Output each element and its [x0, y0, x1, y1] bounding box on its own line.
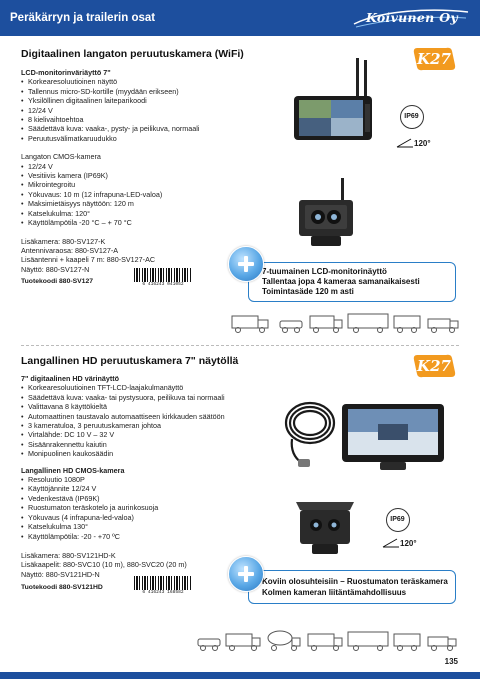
- list-item: • 12/24 V: [21, 106, 266, 115]
- list-item: • Valittavana 8 käyttökieltä: [21, 402, 283, 411]
- view-angle-icon: [382, 538, 400, 548]
- callout-line: Tallentaa jopa 4 kameraa samanaikaisesti: [262, 277, 420, 286]
- page-number: 135: [444, 657, 458, 666]
- ip69-rating-badge: [400, 105, 424, 129]
- callout-line: Toimintasäde 120 m asti: [262, 287, 354, 296]
- callout-line: Koviin olosuhteisiin – Ruostumaton teräskamera: [262, 577, 448, 586]
- callout-line: 7-tuumainen LCD-monitorinäyttö: [262, 267, 387, 276]
- k27-badge-label: K27: [417, 50, 451, 68]
- list-item: • Korkearesoluutioinen TFT-LCD-laajakulmanäyttö: [21, 383, 283, 392]
- section1-view-angle: 120°: [414, 139, 431, 148]
- section1-monitor-heading: LCD-monitorinväriäyttö 7": [21, 68, 111, 77]
- section-divider: [21, 345, 459, 346]
- list-item: • Peruutusvälimatkaruudukko: [21, 134, 266, 143]
- section2-monitor-features: [21, 383, 283, 458]
- wireless-camera-image: [295, 178, 357, 250]
- section2-product-code: Tuotekoodi 880-SV121HD: [21, 584, 103, 591]
- list-item: • Tallennus micro-SD-kortille (myydään erikseen): [21, 87, 266, 96]
- list-item: • Vedenkestävä (IP69K): [21, 494, 283, 503]
- list-item: • Yökuvaus: 10 m (12 infrapuna-LED-valoa): [21, 190, 266, 199]
- plus-icon: [228, 246, 264, 282]
- list-item: • Yksilöllinen digitaalinen laiteparikoodi: [21, 96, 266, 105]
- wireless-monitor-image: [292, 58, 374, 146]
- list-item: • Katselukulma 130°: [21, 522, 283, 531]
- section2-extra-item: Näyttö: 880-SV121HD-N: [21, 569, 100, 579]
- vehicle-types-icons: [230, 310, 460, 336]
- list-item: • Maksimietäisyys näyttöön: 120 m: [21, 199, 266, 208]
- barcode-number: 6 416243 168582: [142, 590, 184, 595]
- list-item: • 12/24 V: [21, 162, 266, 171]
- k27-badge: [411, 352, 457, 380]
- section2-camera-features: [21, 475, 283, 541]
- list-item: • Säädettävä kuva: vaaka-, pysty- ja peilikuva, normaali: [21, 124, 266, 133]
- barcode-bars-icon: [134, 268, 192, 282]
- list-item: • Virtalähde: DC 10 V – 32 V: [21, 430, 283, 439]
- ip69-rating-label: IP69: [404, 113, 419, 120]
- list-item: • Resoluutio 1080P: [21, 475, 283, 484]
- section2-feature-callout: [248, 570, 456, 604]
- hd-camera-image: [294, 496, 356, 558]
- list-item: • Katselukulma: 120°: [21, 209, 266, 218]
- section2-view-angle: 120°: [400, 539, 417, 548]
- list-item: • Käyttöjännite 12/24 V: [21, 484, 283, 493]
- camera-cable-image: [282, 393, 340, 473]
- list-item: • 8 kielivaihtoehtoa: [21, 115, 266, 124]
- section2-specs: [21, 374, 283, 579]
- section1-extra-item: Lisäkamera: 880-SV127-K: [21, 236, 106, 246]
- plus-icon: [228, 556, 264, 592]
- section2-barcode: [134, 576, 192, 596]
- callout-line: Kolmen kameran liitäntämahdollisuus: [262, 588, 407, 597]
- section1-barcode: [134, 268, 192, 288]
- list-item: • Ruostumaton teräskotelo ja aurinkosuoja: [21, 503, 283, 512]
- list-item: • Mikrointegroitu: [21, 180, 266, 189]
- section2-extra-item: Lisäkamera: 880-SV121HD-K: [21, 550, 116, 560]
- view-angle-icon: [396, 138, 414, 148]
- page-header-bar: [0, 0, 480, 36]
- section1-camera-features: [21, 162, 266, 228]
- section1-feature-callout: [248, 262, 456, 302]
- section1-extra-item: Lisäantenni + kaapeli 7 m: 880-SV127-AC: [21, 255, 156, 265]
- vehicle-types-icons: [196, 628, 460, 654]
- section2-monitor-heading: 7" digitaalinen HD värinäyttö: [21, 374, 120, 383]
- list-item: • Monipuolinen kaukosäädin: [21, 449, 283, 458]
- section1-monitor-features: [21, 77, 266, 143]
- section2-extra-item: Lisäkaapelit: 880-SVC10 (10 m), 880-SVC20 (20 m): [21, 560, 187, 570]
- section1-product-code: Tuotekoodi 880-SV127: [21, 278, 94, 285]
- section2-camera-heading: Langallinen HD CMOS-kamera: [21, 465, 125, 475]
- list-item: • 3 kameratuloa, 3 peruutuskameran johtoa: [21, 421, 283, 430]
- ip69-rating-label: IP69: [390, 516, 405, 523]
- barcode-bars-icon: [134, 576, 192, 590]
- page-footer-bar: [0, 672, 480, 679]
- section2-title: Langallinen HD peruutuskamera 7" näytöllä: [21, 355, 239, 367]
- page-category-title: Peräkärryn ja trailerin osat: [10, 12, 156, 24]
- section1-title: Digitaalinen langaton peruutuskamera (WiFi): [21, 48, 244, 60]
- brand-logo: [352, 6, 470, 30]
- section1-camera-heading: Langaton CMOS-kamera: [21, 152, 101, 162]
- list-item: • Säädettävä kuva: vaaka- tai pystysuora, peilikuva tai normaali: [21, 393, 283, 402]
- brand-name: Koivunen Oy: [366, 10, 458, 25]
- list-item: • Käyttölämpötila: -20 - +70 ºC: [21, 532, 283, 541]
- section1-extra-item: Antennivaraosa: 880-SV127-A: [21, 245, 119, 255]
- k27-badge: [411, 45, 457, 73]
- list-item: • Automaattinen taustavalo automaattiseen kirkkauden säätöön: [21, 412, 283, 421]
- list-item: • Käyttölämpötila -20 °C – + 70 °C: [21, 218, 266, 227]
- barcode-number: 6 416243 041052: [142, 282, 184, 287]
- list-item: • Korkearesoluutioinen näyttö: [21, 77, 266, 86]
- list-item: • Sisäänrakennettu kaiutin: [21, 440, 283, 449]
- section1-specs: [21, 68, 266, 274]
- ip69-rating-badge: [386, 508, 410, 532]
- list-item: • Vesitiivis kamera (IP69K): [21, 171, 266, 180]
- k27-badge-label: K27: [417, 357, 451, 375]
- section1-extra-item: Näyttö: 880-SV127-N: [21, 264, 90, 274]
- list-item: • Yökuvaus (4 infrapuna-led-valoa): [21, 513, 283, 522]
- hd-monitor-image: [340, 402, 446, 474]
